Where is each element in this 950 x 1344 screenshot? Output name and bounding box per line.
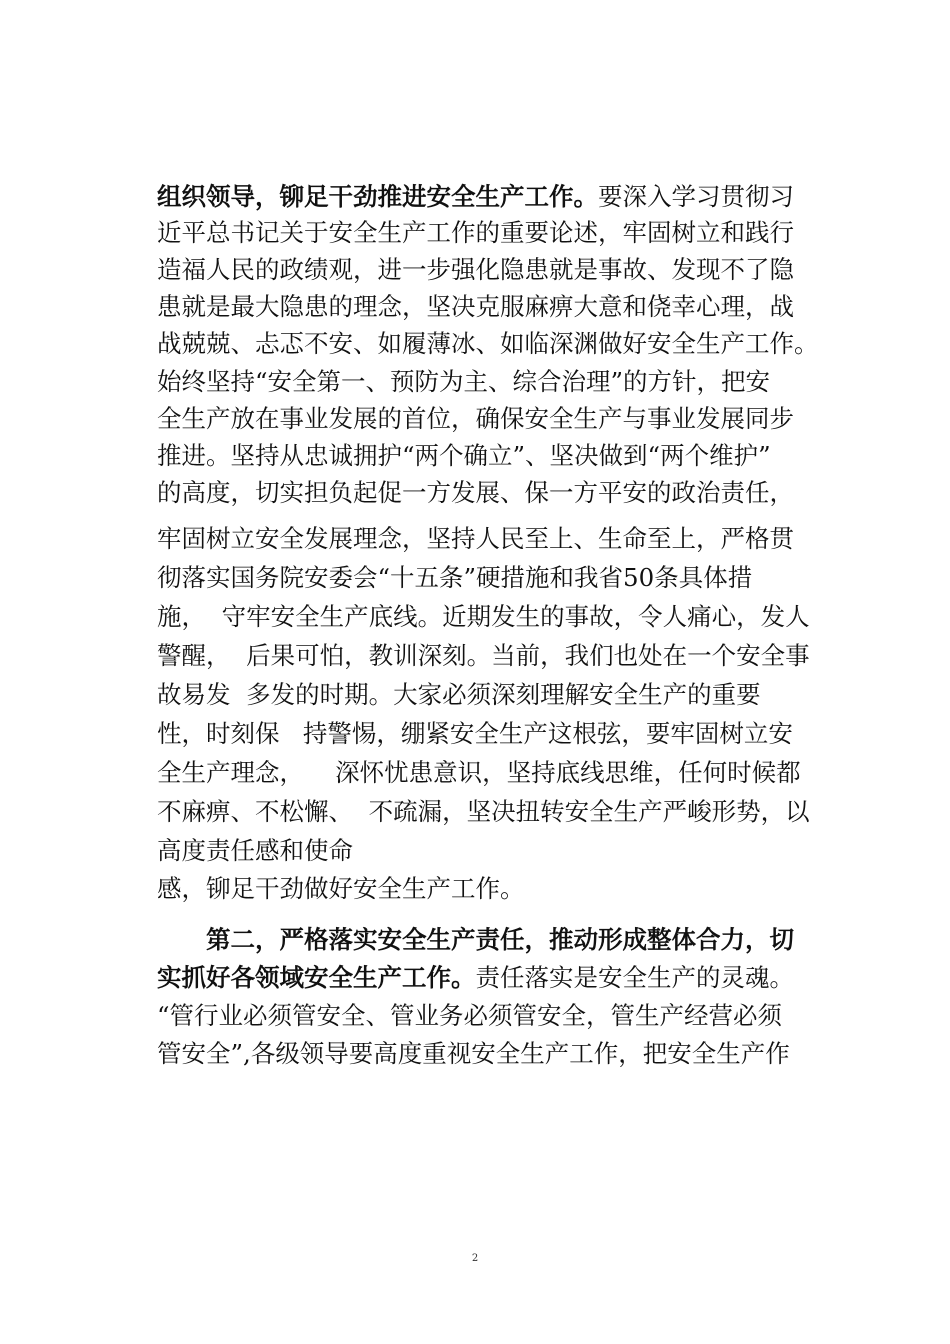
body-text: 战兢兢、忐忑不安、如履薄冰、如临深渊做好安全生产工作。 — [157, 329, 819, 358]
text-line — [157, 996, 837, 1036]
body-text: 警醒， 后果可怕，教训深刻。当前，我们也处在一个安全事 — [157, 641, 810, 670]
body-text: 的高度，切实担负起促一方发展、保一方平安的政治责任， — [157, 478, 794, 507]
body-text: 责任落实是安全生产的灵魂。 — [475, 963, 794, 992]
body-text: 牢固树立安全发展理念，坚持人民至上、生命至上，严格贯 — [157, 524, 794, 553]
text-line — [157, 213, 837, 253]
text-line — [157, 177, 837, 217]
text-line — [157, 362, 837, 402]
text-line — [157, 1034, 837, 1074]
text-line — [157, 519, 837, 559]
text-line — [157, 287, 837, 327]
text-line — [157, 831, 837, 871]
text-line — [157, 753, 837, 793]
text-line — [157, 324, 837, 364]
body-text: 施， 守牢安全生产底线。近期发生的事故，令人痛心，发人 — [157, 602, 810, 631]
text-line — [157, 399, 837, 439]
body-text: 造福人民的政绩观，进一步强化隐患就是事故、发现不了隐 — [157, 255, 794, 284]
text-line — [157, 714, 837, 754]
body-text: 感，铆足干劲做好安全生产工作。 — [157, 874, 525, 903]
body-text: 管安全”,各级领导要高度重视安全生产工作，把安全生产作 — [157, 1039, 790, 1068]
body-text: “管行业必须管安全、管业务必须管安全，管生产经营必须 — [157, 1001, 783, 1030]
text-line — [157, 597, 837, 637]
bold-heading-text: 组织领导，铆足干劲推进安全生产工作。 — [157, 182, 598, 211]
body-text: 故易发 多发的时期。大家必须深刻理解安全生产的重要 — [157, 680, 761, 709]
body-text: 患就是最大隐患的理念，坚决克服麻痹大意和侥幸心理，战 — [157, 292, 794, 321]
text-line — [157, 636, 837, 676]
text-line — [157, 792, 837, 832]
body-text: 始终坚持“安全第一、预防为主、综合治理”的方针，把安 — [157, 367, 771, 396]
text-line — [157, 436, 837, 476]
text-line — [157, 869, 837, 909]
body-text: 近平总书记关于安全生产工作的重要论述，牢固树立和践行 — [157, 218, 794, 247]
body-text: 要深入学习贯彻习 — [598, 182, 794, 211]
bold-heading-text: 实抓好各领域安全生产工作。 — [157, 963, 476, 992]
text-line — [157, 558, 837, 598]
body-text: 全生产理念， 深怀忧患意识，坚持底线思维，任何时候都 — [157, 758, 801, 787]
body-text: 推进。坚持从忠诚拥护“两个确立”、坚决做到“两个维护” — [157, 441, 771, 470]
body-text: 不麻痹、不松懈、 不疏漏，坚决扭转安全生产严峻形势，以 — [157, 797, 810, 826]
page-number: 2 — [471, 1253, 479, 1264]
bold-heading-text: 第二，严格落实安全生产责任，推动形成整体合力，切 — [206, 925, 794, 954]
body-text: 彻落实国务院安委会“十五条”硬措施和我省50条具体措 — [157, 563, 753, 592]
text-line — [157, 473, 837, 513]
body-text: 全生产放在事业发展的首位，确保安全生产与事业发展同步 — [157, 404, 794, 433]
body-text: 高度责任感和使命 — [157, 836, 353, 865]
text-line — [157, 675, 837, 715]
body-text: 性，时刻保 持警惕，绷紧安全生产这根弦，要牢固树立安 — [157, 719, 793, 748]
text-line — [157, 958, 837, 998]
text-line — [206, 920, 838, 960]
text-line — [157, 250, 837, 290]
